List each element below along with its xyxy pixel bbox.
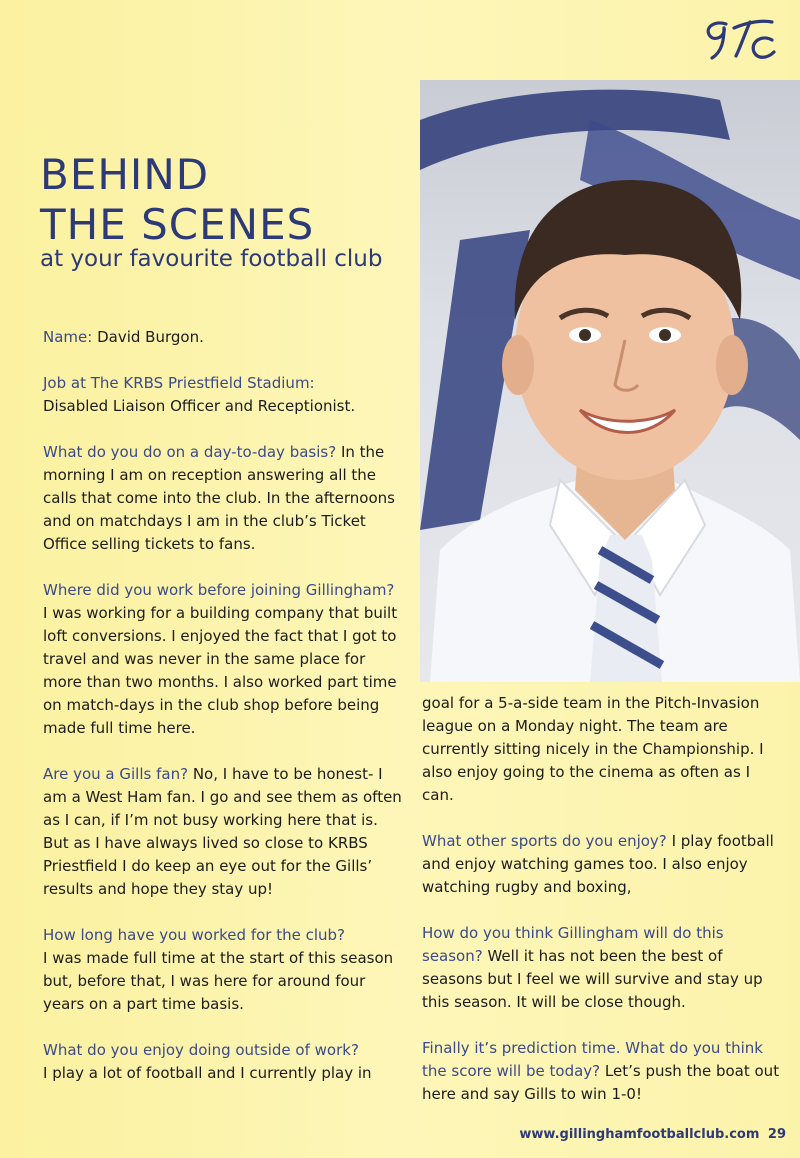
interview-left-column xyxy=(43,326,403,1108)
footer-url[interactable]: www.gillinghamfootballclub.com xyxy=(519,1127,760,1142)
answer: Let’s push the boat out here and say Gills to win 1-0! xyxy=(422,1062,780,1103)
question: How do you think Gillingham will do this season? xyxy=(422,924,724,965)
qa-how-long xyxy=(43,924,403,1016)
answer: Well it has not been the best of seasons but I feel we will survive and stay up this season. It will be close though. xyxy=(422,947,763,1011)
name-value: David Burgon. xyxy=(97,328,204,346)
title-line-2: THE SCENES xyxy=(40,200,315,249)
page-number: 29 xyxy=(767,1127,786,1142)
qa-prediction xyxy=(422,1037,782,1106)
answer: I was working for a building company that built loft conversions. I enjoyed the fact that I got to travel and was never in the same place for more than two months. I also worked part time on match-days in the club shop before being made full time here. xyxy=(43,604,398,737)
question: Where did you work before joining Gillingham? xyxy=(43,581,395,599)
name-row xyxy=(43,326,403,349)
title-line-1: BEHIND xyxy=(40,150,210,199)
page-title xyxy=(40,150,314,250)
answer: I play football and enjoy watching games too. I also enjoy watching rugby and boxing, xyxy=(422,832,774,896)
answer: goal for a 5-a-side team in the Pitch-Invasion league on a Monday night. The team are currently sitting nicely in the Championship. I also enjoy going to the cinema as often as I can. xyxy=(422,694,764,804)
page-footer xyxy=(519,1127,786,1142)
job-row xyxy=(43,372,403,418)
question: Are you a Gills fan? xyxy=(43,765,189,783)
question: What do you do on a day-to-day basis? xyxy=(43,443,337,461)
gfc-monogram-icon xyxy=(700,14,776,64)
staff-portrait-photo xyxy=(420,80,800,682)
qa-previous-work xyxy=(43,579,403,740)
interview-right-column xyxy=(422,692,782,1129)
qa-gills-fan xyxy=(43,763,403,901)
job-value: Disabled Liaison Officer and Receptionist. xyxy=(43,397,356,415)
job-label: Job at The KRBS Priestfield Stadium: xyxy=(43,374,315,392)
answer: No, I have to be honest- I am a West Ham fan. I go and see them as often as I can, if I’m not busy working here that is. But as I have always lived so close to KRBS Priestfield I do keep an eye out for the Gills’ results and hope they stay up! xyxy=(43,765,402,898)
qa-season-outlook xyxy=(422,922,782,1014)
qa-outside-work-continued xyxy=(422,692,782,807)
name-label: Name: xyxy=(43,328,93,346)
answer: I was made full time at the start of this season but, before that, I was here for around four years on a part time basis. xyxy=(43,949,394,1013)
question: Finally it’s prediction time. What do you think the score will be today? xyxy=(422,1039,763,1080)
qa-other-sports xyxy=(422,830,782,899)
question: How long have you worked for the club? xyxy=(43,926,345,944)
question: What other sports do you enjoy? xyxy=(422,832,667,850)
qa-outside-work xyxy=(43,1039,403,1085)
answer: I play a lot of football and I currently play in xyxy=(43,1064,372,1082)
answer: In the morning I am on reception answering all the calls that come into the club. In the afternoons and on matchdays I am in the club’s Ticket Office selling tickets to fans. xyxy=(43,443,395,553)
page-subtitle: at your favourite football club xyxy=(40,246,383,272)
question: What do you enjoy doing outside of work? xyxy=(43,1041,359,1059)
qa-daily-duties xyxy=(43,441,403,556)
